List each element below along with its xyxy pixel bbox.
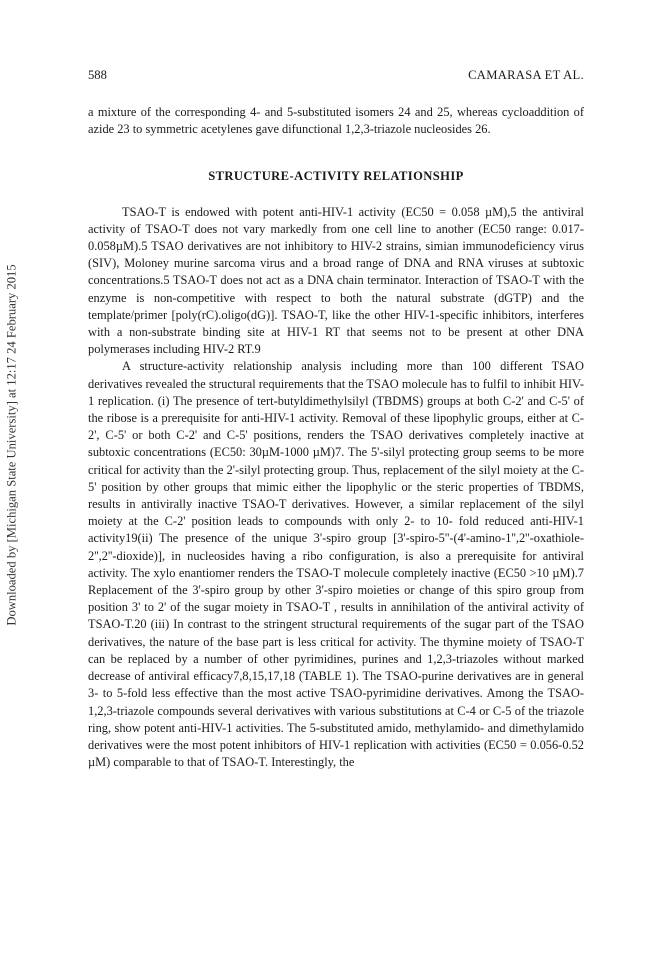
intro-paragraph: a mixture of the corresponding 4- and 5-substituted isomers 24 and 25, whereas cycloaddition of azide 23 to symmetric acetylenes gave difunctional 1,2,3-triazole nucleosides 26. xyxy=(88,105,584,137)
page-number: 588 xyxy=(88,68,107,82)
running-head-authors: CAMARASA ET AL. xyxy=(468,68,584,82)
paragraph-1: TSAO-T is endowed with potent anti-HIV-1 activity (EC50 = 0.058 µM),5 the antiviral activity of TSAO-T does not vary markedly from one cell line to another (EC50 range: 0.017-0.058µM).5 TSAO derivatives are not inhibitory to HIV-2 strains, simian immunodeficiency virus (SIV), Moloney murine sarcoma virus and a broad range of DNA and RNA viruses at subtoxic concentrations.5 TSAO-T does not act as a DNA chain terminator. Interaction of TSAO-T with the enzyme is non-competitive with respect to both the natural substrate (dGTP) and the template/primer [poly(rC).oligo(dG)]. TSAO-T, like the other HIV-1-specific inhibitors, interferes with a non-substrate binding site at HIV-1 RT that seems not to be present at other DNA polymerases including HIV-2 RT.9 xyxy=(88,204,584,357)
article-body xyxy=(88,104,584,771)
paragraph-2: A structure-activity relationship analysis including more than 100 different TSAO derivatives revealed the structural requirements that the TSAO molecule has to fulfil to inhibit HIV-1 replication. (i) The presence of tert-butyldimethylsilyl (TBDMS) groups at both C-2' and C-5' of the ribose is a prerequisite for anti-HIV-1 activity. Removal of these lipophylic groups, either at C-2', C-5' or both C-2' and C-5' positions, renders the TSAO derivatives completely inactive at subtoxic concentrations (EC50: 30µM-1000 µM)7. The 5'-silyl protecting group seems to be more critical for activity than the 2'-silyl protecting group. Thus, replacement of the silyl moiety at the C-5' position by other groups that mimic either the lipophylic or the steric properties of TBDMS, results in antivirally inactive TSAO-T derivatives. However, a similar replacement of the silyl moiety at the C-2' position leads to compounds with only 2- to 10- fold reduced anti-HIV-1 activity19(ii) The presence of the unique 3'-spiro group [3'-spiro-5''-(4'-amino-1'',2''-oxathiole-2'',2''-dioxide)], in nucleosides having a ribo configuration, is also a prerequisite for antiviral activity. The xylo enantiomer renders the TSAO-T molecule completely inactive (EC50 >10 µM).7 Replacement of the 3'-spiro group by other 3'-spiro moieties or change of this spiro group from position 3' to 2' of the sugar moiety in TSAO-T , results in annihilation of the antiviral activity of TSAO-T.20 (iii) In contrast to the stringent structural requirements of the sugar part of the TSAO derivatives, the nature of the base part is less critical for activity. The thymine moiety of TSAO-T can be replaced by a number of other pyrimidines, purines and 1,2,3-triazoles without marked decrease of antiviral efficacy7,8,15,17,18 (TABLE 1). The TSAO-purine derivatives are in general 3- to 5-fold less effective than the most active TSAO-pyrimidine derivatives. Among the TSAO-1,2,3-triazole compounds several derivatives with various substitutions at C-4 or C-5 of the triazole ring, show potent anti-HIV-1 activities. The 5-substituted amido, methylamido- and dimethylamido derivatives were the most potent inhibitors of HIV-1 replication with activities (EC50 = 0.056-0.52 µM) comparable to that of TSAO-T. Interestingly, the xyxy=(88,359,584,770)
section-heading: STRUCTURE-ACTIVITY RELATIONSHIP xyxy=(208,169,464,184)
watermark-text: Downloaded by [Michigan State University] at 12:17 24 February 2015 xyxy=(4,264,19,626)
